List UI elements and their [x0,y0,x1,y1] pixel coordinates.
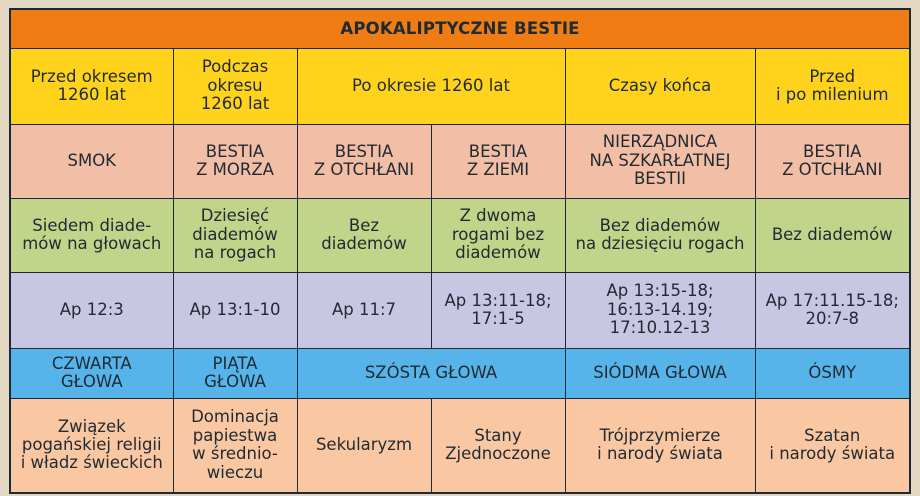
apocalyptic-beasts-table [9,8,911,494]
beast-cell: SMOK [10,124,173,198]
beast-cell: BESTIA Z OTCHŁANI [755,124,910,198]
description-cell: Trójprzymierze i narody świata [565,398,755,493]
description-cell: Szatan i narody świata [755,398,910,493]
diadem-cell: Bez diademów [297,198,431,272]
period-cell: Podczas okresu 1260 lat [173,48,297,124]
beast-cell: BESTIA Z OTCHŁANI [297,124,431,198]
reference-cell: Ap 12:3 [10,272,173,348]
beast-cell: BESTIA Z ZIEMI [431,124,565,198]
head-cell: PIĄTA GŁOWA [173,348,297,398]
description-cell: Stany Zjednoczone [431,398,565,493]
reference-cell: Ap 13:15-18; 16:13-14.19; 17:10.12-13 [565,272,755,348]
period-cell: Przed i po milenium [755,48,910,124]
description-cell: Związek pogańskiej religii i władz świeckich [10,398,173,493]
beast-cell: NIERZĄDNICA NA SZKARŁATNEJ BESTII [565,124,755,198]
description-cell: Sekularyzm [297,398,431,493]
diadem-cell: Dziesięć diademów na rogach [173,198,297,272]
period-cell: Przed okresem 1260 lat [10,48,173,124]
head-cell: SIÓDMA GŁOWA [565,348,755,398]
description-cell: Dominacja papiestwa w średnio- wieczu [173,398,297,493]
reference-cell: Ap 13:1-10 [173,272,297,348]
head-cell: ÓSMY [755,348,910,398]
reference-cell: Ap 17:11.15-18; 20:7-8 [755,272,910,348]
reference-cell: Ap 13:11-18; 17:1-5 [431,272,565,348]
beast-cell: BESTIA Z MORZA [173,124,297,198]
period-cell: Czasy końca [565,48,755,124]
head-cell: CZWARTA GŁOWA [10,348,173,398]
diadem-cell: Siedem diade- mów na głowach [10,198,173,272]
diadem-cell: Bez diademów [755,198,910,272]
head-cell: SZÓSTA GŁOWA [297,348,565,398]
diadem-cell: Z dwoma rogami bez diademów [431,198,565,272]
table-title: APOKALIPTYCZNE BESTIE [10,9,910,48]
diadem-cell: Bez diademów na dziesięciu rogach [565,198,755,272]
period-cell: Po okresie 1260 lat [297,48,565,124]
reference-cell: Ap 11:7 [297,272,431,348]
